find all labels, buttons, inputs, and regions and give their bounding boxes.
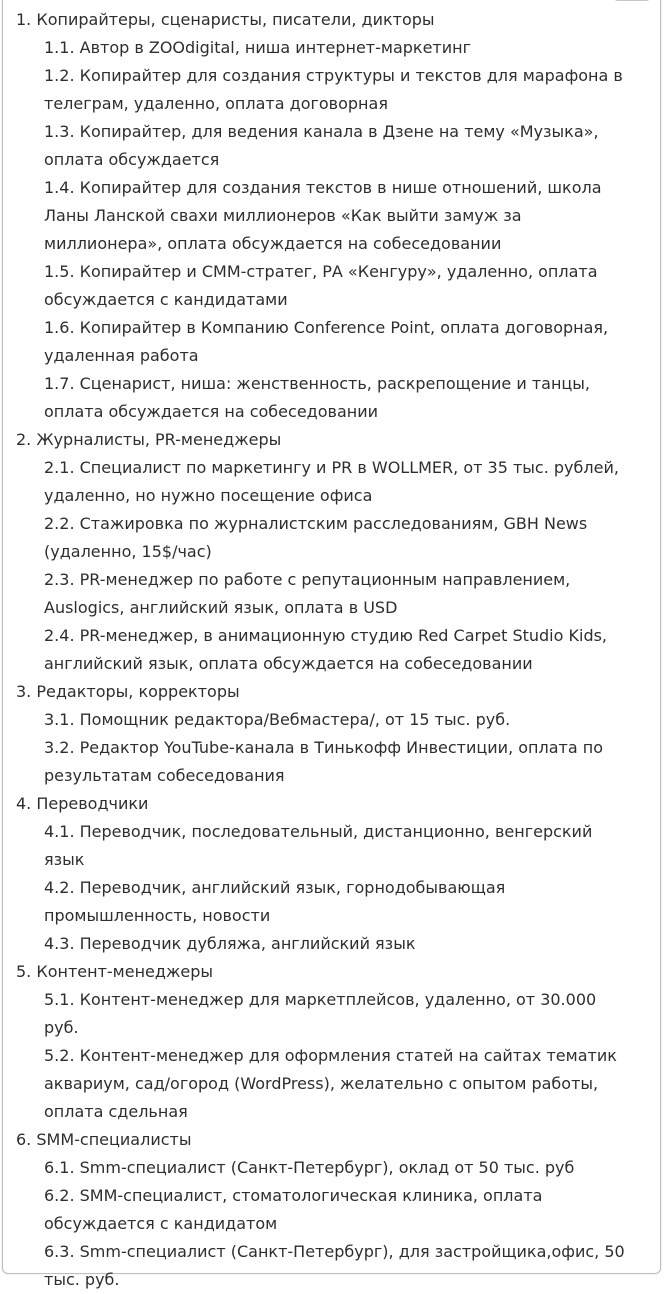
toc-sub-list: [16, 706, 661, 790]
toc-item[interactable]: [16, 174, 632, 258]
toggle-tab[interactable]: [612, 0, 652, 1]
toc-item-link[interactable]: 1.1. Автор в ZOOdigital, ниша интернет-маркетинг: [44, 38, 471, 57]
toc-item-link[interactable]: 4.3. Переводчик дубляжа, английский язык: [44, 934, 416, 953]
toc-item-link[interactable]: 1.4. Копирайтер для создания текстов в нише отношений, школа Ланы Ланской свахи миллионеров «Как выйти замуж за миллионера», оплата обсуждается на собеседовании: [44, 178, 602, 253]
toc-sub-list: [16, 818, 661, 958]
toc-item[interactable]: [16, 258, 632, 314]
toc-sub-list: [16, 454, 661, 678]
toc-item[interactable]: [16, 622, 632, 678]
toc-item-link[interactable]: 2.2. Стажировка по журналистским расследованиям, GBH News (удаленно, 15$/час): [44, 514, 588, 561]
toc-item[interactable]: [16, 370, 632, 426]
toc-section-title[interactable]: [16, 1126, 661, 1154]
toc-section-link[interactable]: 6. SMM-специалисты: [16, 1130, 192, 1149]
toc-item[interactable]: [16, 510, 632, 566]
toc-item[interactable]: [16, 566, 632, 622]
toc-sub-list: [16, 34, 661, 426]
toc-item[interactable]: [16, 314, 632, 370]
toc-item-link[interactable]: 4.2. Переводчик, английский язык, горнодобывающая промышленность, новости: [44, 878, 506, 925]
toc-item-link[interactable]: 1.5. Копирайтер и СММ-стратег, РА «Кенгуру», удаленно, оплата обсуждается с кандидатами: [44, 262, 598, 309]
toc-section-title[interactable]: [16, 790, 661, 818]
toc-item-link[interactable]: 3.1. Помощник редактора/Вебмастера/, от 15 тыс. руб.: [44, 710, 511, 729]
toc-item-link[interactable]: 5.2. Контент-менеджер для оформления статей на сайтах тематик аквариум, сад/огород (WordPress), желательно с опытом работы, оплата сдельная: [44, 1046, 617, 1121]
toc-item[interactable]: [16, 1042, 632, 1126]
toc-section-link[interactable]: 2. Журналисты, PR-менеджеры: [16, 430, 282, 449]
toc-item-link[interactable]: 1.2. Копирайтер для создания структуры и текстов для марафона в телеграм, удаленно, оплата договорная: [44, 66, 623, 113]
toc-item-link[interactable]: 6.2. SMM-специалист, стоматологическая клиника, оплата обсуждается с кандидатом: [44, 1186, 543, 1233]
toc-item[interactable]: [16, 1182, 632, 1238]
toc-item[interactable]: [16, 706, 632, 734]
table-of-contents: [16, 6, 661, 1294]
toc-item[interactable]: [16, 118, 632, 174]
toc-item-link[interactable]: 6.1. Smm-специалист (Санкт-Петербург), оклад от 50 тыс. руб: [44, 1158, 575, 1177]
toc-section-title[interactable]: [16, 426, 661, 454]
toc-item[interactable]: [16, 1238, 632, 1294]
toc-item[interactable]: [16, 986, 632, 1042]
toc-item[interactable]: [16, 874, 632, 930]
toc-item-link[interactable]: 1.3. Копирайтер, для ведения канала в Дзене на тему «Музыка», оплата обсуждается: [44, 122, 599, 169]
toc-item-link[interactable]: 4.1. Переводчик, последовательный, дистанционно, венгерский язык: [44, 822, 593, 869]
toc-section-title[interactable]: [16, 6, 661, 34]
toc-section-title[interactable]: [16, 958, 661, 986]
toc-section-title[interactable]: [16, 678, 661, 706]
toc-item-link[interactable]: 2.4. PR-менеджер, в анимационную студию Red Carpet Studio Kids, английский язык, оплата обсуждается на собеседовании: [44, 626, 608, 673]
toc-item-link[interactable]: 1.7. Сценарист, ниша: женственность, раскрепощение и танцы, оплата обсуждается на собеседовании: [44, 374, 591, 421]
toc-section-link[interactable]: 3. Редакторы, корректоры: [16, 682, 240, 701]
toc-section-link[interactable]: 4. Переводчики: [16, 794, 149, 813]
toc-item-link[interactable]: 6.3. Smm-специалист (Санкт-Петербург), для застройщика,офис, 50 тыс. руб.: [44, 1242, 625, 1289]
toc-item[interactable]: [16, 818, 632, 874]
toc-item[interactable]: [16, 62, 632, 118]
toc-item[interactable]: [16, 454, 632, 510]
toc-section-link[interactable]: 1. Копирайтеры, сценаристы, писатели, дикторы: [16, 10, 435, 29]
toc-item-link[interactable]: 1.6. Копирайтер в Компанию Conference Point, оплата договорная, удаленная работа: [44, 318, 609, 365]
toc-section-link[interactable]: 5. Контент-менеджеры: [16, 962, 214, 981]
toc-item[interactable]: [16, 1154, 632, 1182]
toc-item[interactable]: [16, 34, 632, 62]
toc-item-link[interactable]: 5.1. Контент-менеджер для маркетплейсов, удаленно, от 30.000 руб.: [44, 990, 597, 1037]
toc-sub-list: [16, 1154, 661, 1294]
toc-item[interactable]: [16, 734, 632, 790]
toc-item-link[interactable]: 3.2. Редактор YouTube-канала в Тинькофф Инвестиции, оплата по результатам собеседования: [44, 738, 603, 785]
toc-sub-list: [16, 986, 661, 1126]
toc-item-link[interactable]: 2.3. PR-менеджер по работе с репутационным направлением, Auslogics, английский язык, оплата в USD: [44, 570, 571, 617]
toc-item[interactable]: [16, 930, 632, 958]
toc-item-link[interactable]: 2.1. Специалист по маркетингу и PR в WOLLMER, от 35 тыс. рублей, удаленно, но нужно посещение офиса: [44, 458, 619, 505]
